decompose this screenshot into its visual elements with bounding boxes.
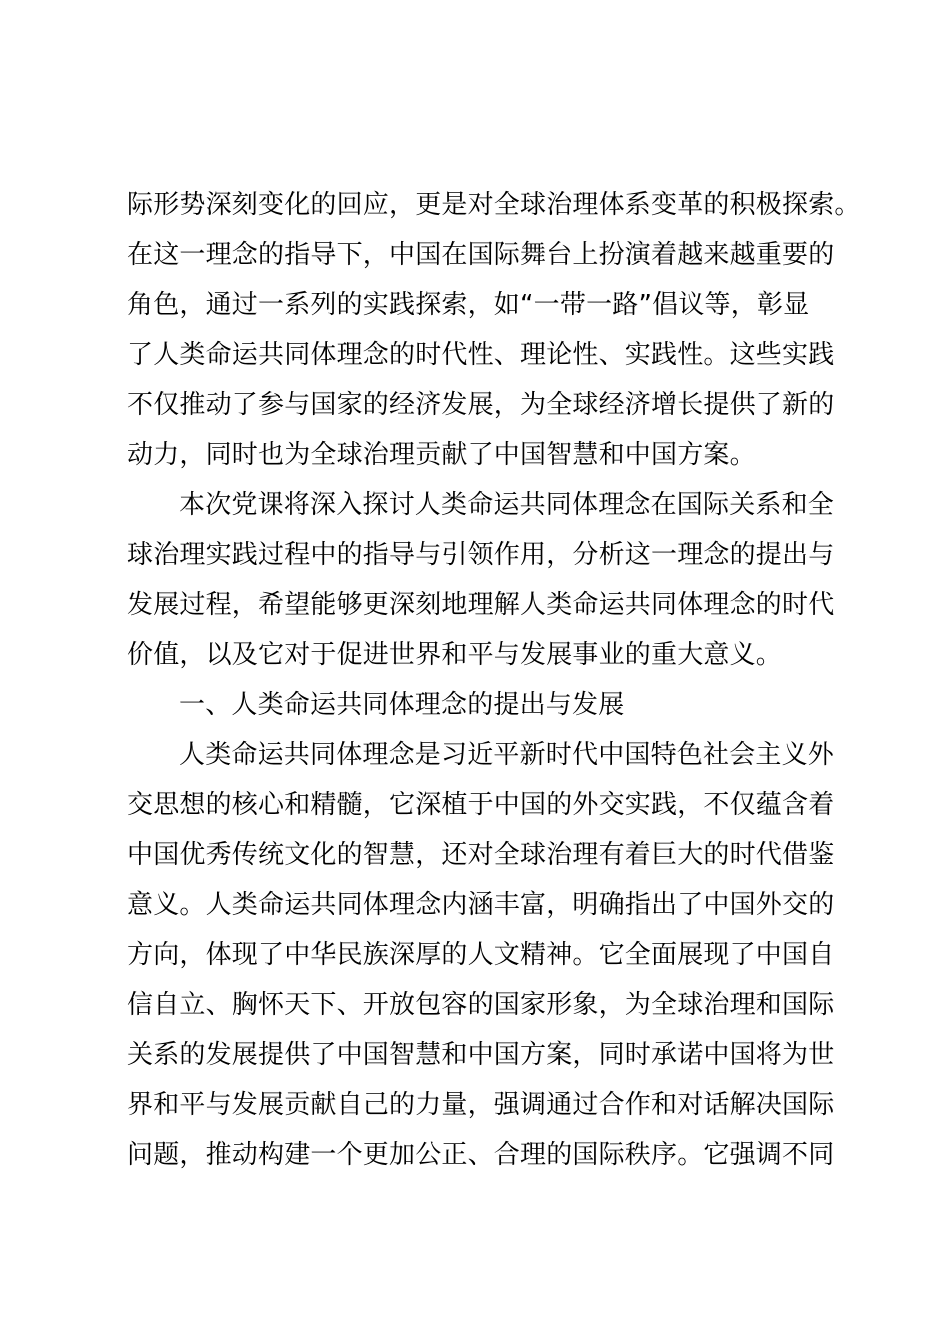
text-line-14: 中国优秀传统文化的智慧，还对全球治理有着巨大的时代借鉴 (127, 840, 835, 870)
text-line-15: 意义。人类命运共同体理念内涵丰富，明确指出了中国外交的 (127, 890, 835, 920)
text-line-1: 际形势深刻变化的回应，更是对全球治理体系变革的积极探索。 (127, 190, 861, 220)
text-line-18: 关系的发展提供了中国智慧和中国方案，同时承诺中国将为世 (127, 1040, 835, 1070)
document-body (127, 180, 861, 1180)
text-line-13: 交思想的核心和精髓，它深植于中国的外交实践，不仅蕴含着 (127, 790, 835, 820)
text-line-16: 方向，体现了中华民族深厚的人文精神。它全面展现了中国自 (127, 940, 835, 970)
paragraph-start-line: 人类命运共同体理念是习近平新时代中国特色社会主义外 (179, 740, 835, 770)
text-line-4: 了人类命运共同体理念的时代性、理论性、实践性。这些实践 (127, 340, 835, 370)
text-line-10: 价值，以及它对于促进世界和平与发展事业的重大意义。 (127, 640, 783, 670)
text-line-2: 在这一理念的指导下，中国在国际舞台上扮演着越来越重要的 (127, 240, 835, 270)
text-line-17: 信自立、胸怀天下、开放包容的国家形象，为全球治理和国际 (127, 990, 835, 1020)
text-line-9: 发展过程，希望能够更深刻地理解人类命运共同体理念的时代 (127, 590, 835, 620)
paragraph-start-line: 本次党课将深入探讨人类命运共同体理念在国际关系和全 (179, 490, 835, 520)
text-line-3: 角色，通过一系列的实践探索，如“一带一路”倡议等，彰显 (127, 290, 810, 320)
text-line-5: 不仅推动了参与国家的经济发展，为全球经济增长提供了新的 (127, 390, 835, 420)
section-heading: 一、人类命运共同体理念的提出与发展 (179, 690, 625, 720)
text-line-8: 球治理实践过程中的指导与引领作用，分析这一理念的提出与 (127, 540, 835, 570)
text-line-20: 问题，推动构建一个更加公正、合理的国际秩序。它强调不同 (127, 1140, 835, 1170)
text-line-19: 界和平与发展贡献自己的力量，强调通过合作和对话解决国际 (127, 1090, 835, 1120)
text-line-6: 动力，同时也为全球治理贡献了中国智慧和中国方案。 (127, 440, 756, 470)
